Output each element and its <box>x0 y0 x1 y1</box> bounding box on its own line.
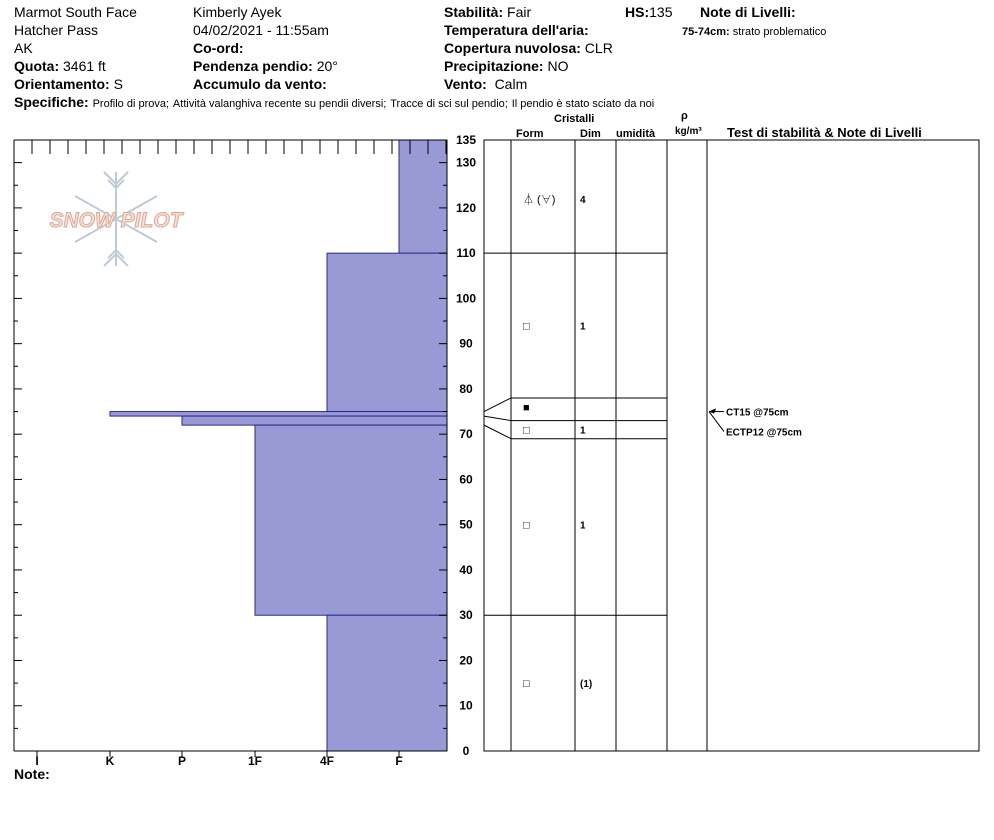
x-tick-label: I <box>35 754 39 768</box>
density-unit-header: kg/m³ <box>675 126 702 137</box>
slope-label: Pendenza pendio: <box>193 58 313 74</box>
y-tick-label: 120 <box>455 200 477 215</box>
specific-item: Il pendio è stato sciato da noi <box>511 98 655 110</box>
grain-size-value: 1 <box>580 520 586 532</box>
grain-form-symbol: □ <box>523 320 530 333</box>
stability-label: Stabilità: <box>444 4 504 20</box>
hardness-layer-bar <box>255 425 447 615</box>
tests-header: Test di stabilità & Note di Livelli <box>727 125 922 140</box>
y-tick-label: 20 <box>459 653 473 668</box>
stability-value: Fair <box>507 4 532 20</box>
moisture-header: umidità <box>616 128 656 140</box>
notes-label: Note: <box>14 766 50 782</box>
specific-item: Profilo di prova; <box>92 98 170 110</box>
stability-test-label: CT15 @75cm <box>726 407 789 419</box>
y-tick-label: 10 <box>459 698 473 713</box>
location: Marmot South Face <box>14 4 137 20</box>
x-tick-label: K <box>105 754 115 768</box>
wind-value: Calm <box>494 76 528 92</box>
y-tick-label: 110 <box>456 246 476 261</box>
hardness-layer-bar <box>182 416 447 425</box>
x-tick-label: P <box>177 754 187 768</box>
hs-value: 135 <box>649 4 673 20</box>
stratigraphy-frame <box>484 140 979 751</box>
precip-label: Precipitazione: <box>444 58 544 74</box>
x-tick-label: F <box>395 754 403 768</box>
y-tick-label: 100 <box>455 291 477 306</box>
stability-test-label: ECTP12 @75cm <box>726 427 802 439</box>
grain-size-value: (1) <box>580 679 593 691</box>
y-tick-label: 0 <box>462 744 470 758</box>
hardness-layer-bar <box>327 615 447 751</box>
hs-label: HS: <box>625 4 650 20</box>
y-tick-label: 30 <box>459 608 473 623</box>
grain-form-symbol: □ <box>523 424 530 437</box>
grain-form-symbol: □ <box>523 519 530 532</box>
layer-connector <box>484 416 511 421</box>
datetime: 04/02/2021 - 11:55am <box>193 22 329 38</box>
specific-item: Tracce di sci sul pendio; <box>390 98 508 110</box>
hardness-layer-bar <box>110 412 447 417</box>
cloud-label: Copertura nuvolosa: <box>444 40 581 56</box>
elevation-value: 3461 ft <box>63 58 106 74</box>
layer-note-range: 75-74cm: <box>682 26 730 38</box>
aspect-value: S <box>113 76 123 92</box>
hardness-layer-bar <box>399 140 447 253</box>
y-tick-label: 40 <box>459 562 473 577</box>
form-header: Form <box>516 128 544 140</box>
size-header: Dim <box>580 128 601 140</box>
specific-item: Attività valanghiva recente su pendii diversi; <box>172 98 387 110</box>
layer-connector <box>484 425 511 439</box>
layer-connector <box>484 398 511 412</box>
x-tick-label: 1F <box>247 754 263 768</box>
grain-form-symbol: ⏃ (∀) <box>523 193 556 206</box>
y-tick-label: 50 <box>459 517 473 532</box>
rho-header: ρ <box>681 110 688 122</box>
crystals-header: Cristalli <box>554 113 595 125</box>
temp-label: Temperatura dell'aria: <box>444 22 589 38</box>
elevation-label: Quota: <box>14 58 60 74</box>
snowpilot-logo <box>50 172 185 266</box>
y-tick-label: 90 <box>459 336 473 351</box>
observer: Kimberly Ayek <box>193 4 282 20</box>
slope-value: 20° <box>316 58 338 74</box>
hardness-layer-bar <box>327 253 447 411</box>
grain-size-value: 1 <box>580 321 586 333</box>
layer-notes-label: Note di Livelli: <box>700 4 796 20</box>
aspect-label: Orientamento: <box>14 76 110 92</box>
wind-label: Vento: <box>444 76 487 92</box>
wind-loading-label: Accumulo da vento: <box>193 76 327 92</box>
logo-text: SNOW PILOT <box>49 209 183 232</box>
x-tick-label: 4F <box>319 754 335 768</box>
area: Hatcher Pass <box>14 22 99 38</box>
y-tick-label: 130 <box>455 155 477 170</box>
specifics-label: Specifiche: <box>14 94 89 110</box>
grain-size-value: 4 <box>580 194 586 206</box>
precip-value: NO <box>547 58 569 74</box>
layer-note-text: strato problematico <box>732 26 827 38</box>
grain-form-symbol: ■ <box>523 402 530 415</box>
y-tick-label: 80 <box>459 381 473 396</box>
state: AK <box>14 40 33 56</box>
y-tick-label: 135 <box>455 133 477 147</box>
stratigraphy-plot <box>484 140 979 751</box>
y-tick-label: 60 <box>459 472 473 487</box>
y-tick-label: 70 <box>459 427 473 442</box>
coord-label: Co-ord: <box>193 40 244 56</box>
test-arrow-line <box>709 412 724 432</box>
cloud-value: CLR <box>584 40 613 56</box>
grain-size-value: 1 <box>580 425 586 437</box>
grain-form-symbol: □ <box>523 678 530 691</box>
